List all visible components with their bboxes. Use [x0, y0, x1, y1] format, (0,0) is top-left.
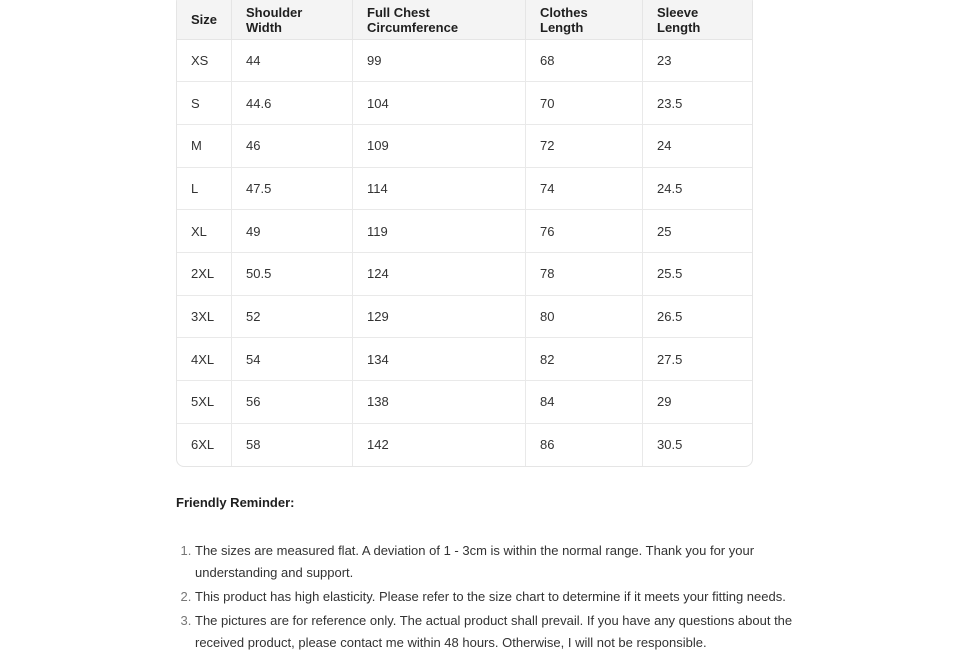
cell-shoulder-width: 44.6	[232, 82, 353, 125]
cell-full-chest-circumference: 119	[353, 210, 526, 253]
cell-full-chest-circumference: 114	[353, 167, 526, 210]
reminder-list	[176, 540, 815, 656]
cell-size: 3XL	[177, 295, 232, 338]
cell-shoulder-width: 44	[232, 39, 353, 82]
cell-size: L	[177, 167, 232, 210]
cell-size: 4XL	[177, 338, 232, 381]
table-row	[177, 381, 752, 424]
cell-full-chest-circumference: 99	[353, 39, 526, 82]
table-row	[177, 295, 752, 338]
cell-full-chest-circumference: 142	[353, 423, 526, 466]
cell-clothes-length: 78	[526, 252, 643, 295]
header-shoulder-width: Shoulder Width	[232, 0, 353, 39]
cell-size: 2XL	[177, 252, 232, 295]
size-chart-table	[177, 0, 752, 466]
header-clothes-length: Clothes Length	[526, 0, 643, 39]
cell-clothes-length: 86	[526, 423, 643, 466]
cell-shoulder-width: 58	[232, 423, 353, 466]
cell-shoulder-width: 46	[232, 124, 353, 167]
cell-sleeve-length: 25	[643, 210, 752, 253]
cell-sleeve-length: 26.5	[643, 295, 752, 338]
reminder-item: 1. The sizes are measured flat. A deviation of 1 - 3cm is within the normal range. Thank you for your understanding and support.	[195, 540, 815, 584]
cell-shoulder-width: 50.5	[232, 252, 353, 295]
table-row	[177, 39, 752, 82]
table-row	[177, 124, 752, 167]
cell-clothes-length: 84	[526, 381, 643, 424]
cell-size: M	[177, 124, 232, 167]
table-row	[177, 82, 752, 125]
cell-full-chest-circumference: 138	[353, 381, 526, 424]
cell-size: S	[177, 82, 232, 125]
cell-full-chest-circumference: 109	[353, 124, 526, 167]
header-full-chest-circumference: Full Chest Circumference	[353, 0, 526, 39]
cell-clothes-length: 76	[526, 210, 643, 253]
table-row	[177, 252, 752, 295]
table-row	[177, 167, 752, 210]
cell-sleeve-length: 25.5	[643, 252, 752, 295]
table-row	[177, 338, 752, 381]
cell-size: 5XL	[177, 381, 232, 424]
cell-sleeve-length: 23.5	[643, 82, 752, 125]
cell-clothes-length: 70	[526, 82, 643, 125]
cell-sleeve-length: 24	[643, 124, 752, 167]
cell-size: XS	[177, 39, 232, 82]
cell-clothes-length: 72	[526, 124, 643, 167]
cell-size: 6XL	[177, 423, 232, 466]
cell-shoulder-width: 49	[232, 210, 353, 253]
cell-sleeve-length: 27.5	[643, 338, 752, 381]
cell-full-chest-circumference: 129	[353, 295, 526, 338]
cell-sleeve-length: 30.5	[657, 437, 683, 453]
cell-full-chest-circumference: 134	[353, 338, 526, 381]
table-row	[177, 210, 752, 253]
cell-size: XL	[177, 210, 232, 253]
reminder-title: Friendly Reminder:	[176, 495, 295, 510]
cell-full-chest-circumference: 104	[353, 82, 526, 125]
cell-shoulder-width: 54	[232, 338, 353, 381]
cell-clothes-length: 82	[526, 338, 643, 381]
cell-clothes-length: 80	[526, 295, 643, 338]
cell-sleeve-length: 29	[643, 381, 752, 424]
header-sleeve-length: Sleeve Length	[643, 0, 752, 39]
table-header-row	[177, 0, 752, 39]
cell-full-chest-circumference: 124	[353, 252, 526, 295]
table-row	[177, 423, 752, 466]
size-chart-table-container	[176, 0, 753, 467]
cell-sleeve-length: 23	[643, 39, 752, 82]
cell-clothes-length: 74	[526, 167, 643, 210]
cell-clothes-length: 68	[526, 39, 643, 82]
header-size: Size	[177, 0, 232, 39]
cell-shoulder-width: 52	[232, 295, 353, 338]
cell-sleeve-length: 24.5	[643, 167, 752, 210]
table-body	[177, 39, 752, 466]
cell-shoulder-width: 47.5	[232, 167, 353, 210]
reminder-item: 3. The pictures are for reference only. The actual product shall prevail. If you have any questions about the received product, please contact me within 48 hours. Otherwise, I will not be responsible.	[195, 610, 815, 654]
cell-shoulder-width: 56	[232, 381, 353, 424]
reminder-item: 2. This product has high elasticity. Please refer to the size chart to determine if it meets your fitting needs.	[195, 586, 815, 608]
